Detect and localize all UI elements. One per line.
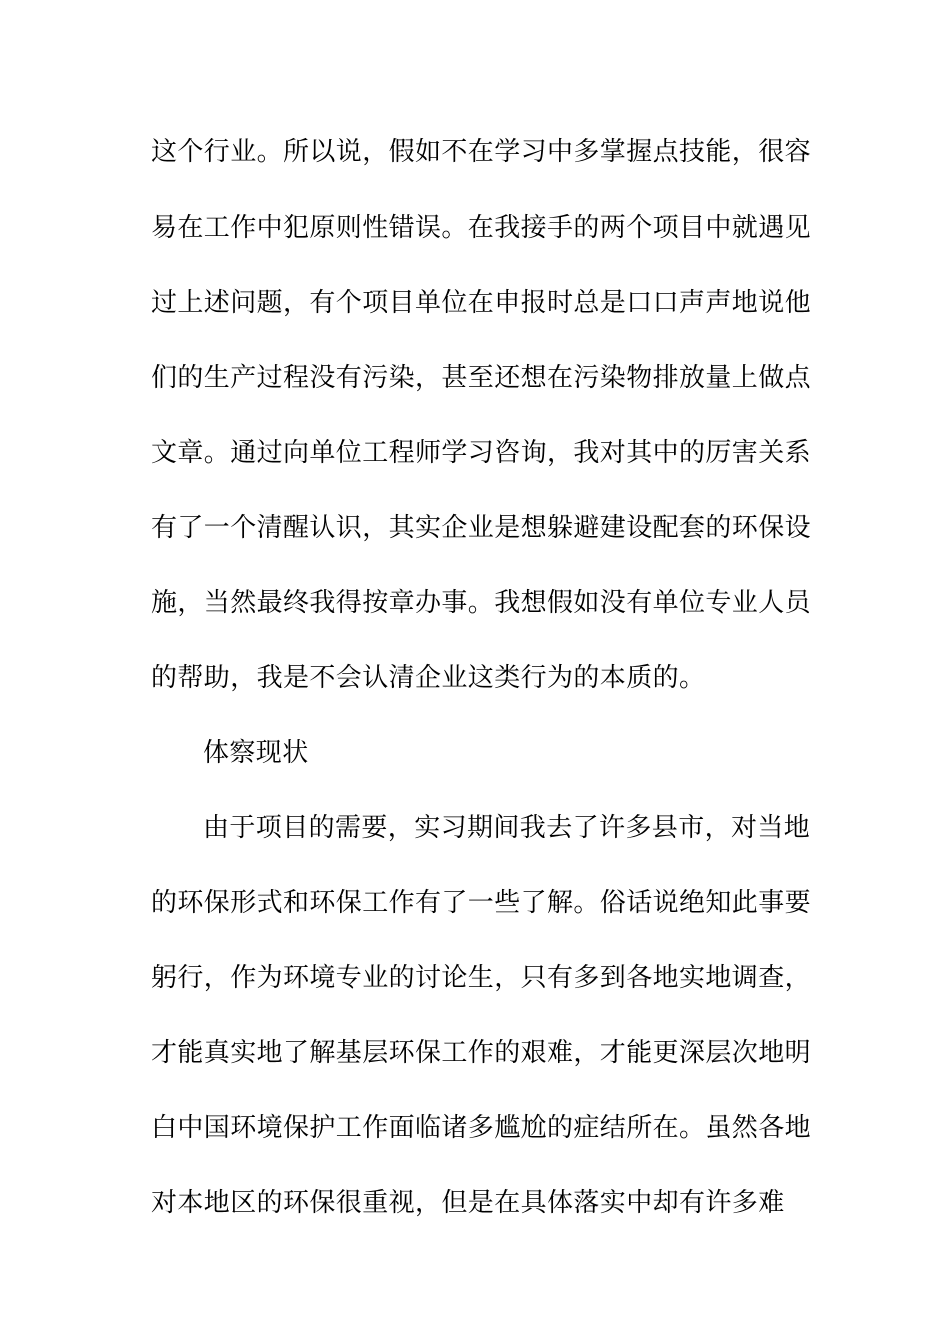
paragraph-line: 由于项目的需要，实习期间我去了许多县市，对当地	[203, 813, 811, 843]
paragraph-line: 白中国环境保护工作面临诸多尴尬的症结所在。虽然各地	[151, 1113, 812, 1143]
paragraph-line: 过上述问题，有个项目单位在申报时总是口口声声地说他	[151, 288, 812, 318]
paragraph-line: 躬行，作为环境专业的讨论生，只有多到各地实地调查，	[151, 963, 812, 993]
section-heading: 体察现状	[203, 738, 309, 768]
paragraph-line: 对本地区的环保很重视，但是在具体落实中却有许多难	[151, 1188, 785, 1218]
paragraph-line: 有了一个清醒认识，其实企业是想躲避建设配套的环保设	[151, 513, 812, 543]
paragraph-line: 文章。通过向单位工程师学习咨询，我对其中的厉害关系	[151, 438, 812, 468]
paragraph-line: 才能真实地了解基层环保工作的艰难，才能更深层次地明	[151, 1038, 812, 1068]
paragraph-line: 的帮助，我是不会认清企业这类行为的本质的。	[151, 663, 706, 693]
paragraph-line: 这个行业。所以说，假如不在学习中多掌握点技能，很容	[151, 137, 812, 167]
paragraph-line: 施，当然最终我得按章办事。我想假如没有单位专业人员	[151, 588, 812, 618]
paragraph-line: 的环保形式和环保工作有了一些了解。俗话说绝知此事要	[151, 888, 812, 918]
paragraph-line: 易在工作中犯原则性错误。在我接手的两个项目中就遇见	[151, 213, 812, 243]
paragraph-line: 们的生产过程没有污染，甚至还想在污染物排放量上做点	[151, 363, 812, 393]
